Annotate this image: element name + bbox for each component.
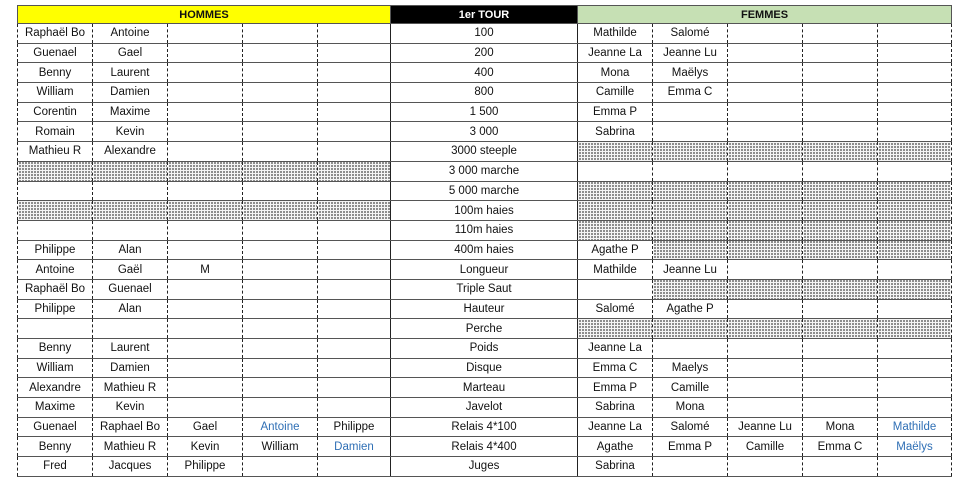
men-athlete-cell [93, 220, 168, 240]
women-athlete-cell [803, 122, 878, 142]
men-athlete-cell [168, 142, 243, 162]
women-athlete-cell [728, 142, 803, 162]
women-athlete-cell: Mona [803, 417, 878, 437]
women-athlete-cell [803, 63, 878, 83]
women-athlete-cell: Jeanne La [578, 43, 653, 63]
women-athlete-cell [728, 102, 803, 122]
men-athlete-cell [243, 279, 318, 299]
event-cell: 100m haies [391, 201, 578, 221]
women-athlete-cell [653, 220, 728, 240]
men-athlete-cell: William [18, 83, 93, 103]
event-cell: Relais 4*100 [391, 417, 578, 437]
men-athlete-cell: Gael [168, 417, 243, 437]
table-row [18, 339, 952, 359]
women-athlete-cell [878, 161, 952, 181]
men-athlete-cell [243, 457, 318, 477]
table-row [18, 279, 952, 299]
women-athlete-cell [728, 83, 803, 103]
men-athlete-cell [318, 102, 391, 122]
women-athlete-cell [878, 260, 952, 280]
women-athlete-cell [728, 339, 803, 359]
women-athlete-cell: Mona [653, 398, 728, 418]
men-athlete-cell [18, 201, 93, 221]
men-athlete-cell: Mathieu R [18, 142, 93, 162]
women-athlete-cell [653, 319, 728, 339]
women-athlete-cell: Emma C [653, 83, 728, 103]
table-row [18, 102, 952, 122]
men-athlete-cell [243, 24, 318, 44]
women-athlete-cell [878, 220, 952, 240]
men-athlete-cell: Damien [318, 437, 391, 457]
men-athlete-cell [168, 201, 243, 221]
women-athlete-cell [728, 457, 803, 477]
round-header: 1er TOUR [391, 6, 578, 24]
men-athlete-cell [168, 299, 243, 319]
men-athlete-cell [243, 83, 318, 103]
women-athlete-cell [728, 161, 803, 181]
table-row [18, 319, 952, 339]
men-athlete-cell [243, 220, 318, 240]
women-athlete-cell [728, 319, 803, 339]
men-athlete-cell: M [168, 260, 243, 280]
men-athlete-cell [18, 319, 93, 339]
women-athlete-cell [728, 201, 803, 221]
men-athlete-cell: Raphaël Bo [18, 279, 93, 299]
men-athlete-cell [318, 122, 391, 142]
men-athlete-cell [168, 378, 243, 398]
women-athlete-cell [803, 457, 878, 477]
women-athlete-cell [653, 279, 728, 299]
men-athlete-cell: Alexandre [18, 378, 93, 398]
event-cell: Perche [391, 319, 578, 339]
men-athlete-cell [318, 220, 391, 240]
men-athlete-cell: William [243, 437, 318, 457]
men-athlete-cell [243, 358, 318, 378]
women-athlete-cell [803, 378, 878, 398]
men-athlete-cell: Laurent [93, 63, 168, 83]
women-athlete-cell [803, 398, 878, 418]
men-athlete-cell [168, 339, 243, 359]
women-athlete-cell [878, 142, 952, 162]
women-athlete-cell: Sabrina [578, 122, 653, 142]
women-athlete-cell: Mona [578, 63, 653, 83]
men-athlete-cell [243, 319, 318, 339]
event-cell: 200 [391, 43, 578, 63]
men-athlete-cell: Damien [93, 83, 168, 103]
women-athlete-cell [803, 319, 878, 339]
event-cell: Hauteur [391, 299, 578, 319]
event-cell: Poids [391, 339, 578, 359]
women-athlete-cell [728, 220, 803, 240]
men-athlete-cell [18, 161, 93, 181]
table-row [18, 437, 952, 457]
men-athlete-cell [243, 240, 318, 260]
women-athlete-cell: Emma P [578, 102, 653, 122]
table-row [18, 457, 952, 477]
men-athlete-cell [318, 63, 391, 83]
table-row [18, 220, 952, 240]
table-row [18, 398, 952, 418]
men-athlete-cell [168, 122, 243, 142]
men-athlete-cell [168, 358, 243, 378]
men-athlete-cell: Benny [18, 339, 93, 359]
table-row [18, 358, 952, 378]
men-athlete-cell: Kevin [93, 398, 168, 418]
men-athlete-cell [168, 220, 243, 240]
event-cell: 800 [391, 83, 578, 103]
women-athlete-cell: Salomé [578, 299, 653, 319]
table-row [18, 378, 952, 398]
women-athlete-cell [803, 201, 878, 221]
men-athlete-cell [318, 83, 391, 103]
men-athlete-cell: Alan [93, 240, 168, 260]
men-athlete-cell: Benny [18, 63, 93, 83]
men-athlete-cell [318, 201, 391, 221]
men-athlete-cell: Raphaël Bo [18, 24, 93, 44]
men-athlete-cell [318, 240, 391, 260]
event-cell: Juges [391, 457, 578, 477]
men-athlete-cell: Gaël [93, 260, 168, 280]
header-row [18, 6, 952, 24]
event-cell: Relais 4*400 [391, 437, 578, 457]
women-athlete-cell [653, 201, 728, 221]
event-cell: 100 [391, 24, 578, 44]
table-row [18, 24, 952, 44]
men-athlete-cell [243, 339, 318, 359]
women-athlete-cell [878, 319, 952, 339]
women-athlete-cell [803, 161, 878, 181]
table-row [18, 201, 952, 221]
table-row [18, 83, 952, 103]
men-athlete-cell: Benny [18, 437, 93, 457]
event-cell: Triple Saut [391, 279, 578, 299]
men-athlete-cell: Guenael [93, 279, 168, 299]
men-athlete-cell [168, 161, 243, 181]
women-athlete-cell [803, 358, 878, 378]
men-athlete-cell [318, 358, 391, 378]
event-cell: Longueur [391, 260, 578, 280]
men-athlete-cell [168, 63, 243, 83]
men-athlete-cell [243, 161, 318, 181]
women-athlete-cell [803, 181, 878, 201]
event-cell: 1 500 [391, 102, 578, 122]
women-athlete-cell: Mathilde [878, 417, 952, 437]
women-athlete-cell [578, 161, 653, 181]
men-athlete-cell: Jacques [93, 457, 168, 477]
event-cell: Javelot [391, 398, 578, 418]
table-row [18, 122, 952, 142]
table-row [18, 63, 952, 83]
women-athlete-cell: Jeanne Lu [728, 417, 803, 437]
men-athlete-cell [168, 102, 243, 122]
women-athlete-cell: Mathilde [578, 24, 653, 44]
women-athlete-cell [878, 378, 952, 398]
men-athlete-cell [243, 181, 318, 201]
men-athlete-cell [243, 378, 318, 398]
women-athlete-cell [728, 398, 803, 418]
men-athlete-cell: Philippe [18, 299, 93, 319]
women-athlete-cell: Emma P [578, 378, 653, 398]
athletics-schedule-table [17, 5, 952, 477]
men-athlete-cell [318, 260, 391, 280]
men-athlete-cell: Philippe [318, 417, 391, 437]
women-athlete-cell: Emma C [803, 437, 878, 457]
men-athlete-cell: Laurent [93, 339, 168, 359]
women-athlete-cell: Camille [728, 437, 803, 457]
men-athlete-cell [243, 102, 318, 122]
event-cell: 400m haies [391, 240, 578, 260]
women-athlete-cell [878, 181, 952, 201]
men-athlete-cell [243, 142, 318, 162]
women-athlete-cell [578, 181, 653, 201]
women-athlete-cell: Camille [653, 378, 728, 398]
women-athlete-cell: Salomé [653, 417, 728, 437]
men-athlete-cell [318, 161, 391, 181]
table-row [18, 161, 952, 181]
women-athlete-cell [803, 43, 878, 63]
women-athlete-cell [728, 181, 803, 201]
women-athlete-cell [878, 279, 952, 299]
women-athlete-cell: Emma C [578, 358, 653, 378]
men-athlete-cell [168, 83, 243, 103]
women-athlete-cell [878, 457, 952, 477]
men-athlete-cell: Maxime [18, 398, 93, 418]
event-cell: 5 000 marche [391, 181, 578, 201]
men-athlete-cell: Philippe [18, 240, 93, 260]
women-athlete-cell: Jeanne Lu [653, 260, 728, 280]
men-athlete-cell [168, 398, 243, 418]
men-athlete-cell [318, 398, 391, 418]
table-row [18, 417, 952, 437]
men-athlete-cell [318, 457, 391, 477]
men-athlete-cell [318, 24, 391, 44]
women-athlete-cell: Maëlys [653, 63, 728, 83]
women-athlete-cell [878, 122, 952, 142]
men-athlete-cell: Fred [18, 457, 93, 477]
women-athlete-cell: Agathe P [653, 299, 728, 319]
men-athlete-cell [243, 122, 318, 142]
women-athlete-cell: Sabrina [578, 457, 653, 477]
women-athlete-cell [803, 142, 878, 162]
women-athlete-cell [728, 299, 803, 319]
women-athlete-cell [878, 358, 952, 378]
men-athlete-cell [243, 299, 318, 319]
women-athlete-cell [653, 161, 728, 181]
women-athlete-cell [578, 220, 653, 240]
men-athlete-cell: Antoine [93, 24, 168, 44]
men-athlete-cell [243, 260, 318, 280]
men-athlete-cell [318, 378, 391, 398]
women-athlete-cell [578, 201, 653, 221]
women-athlete-cell [878, 299, 952, 319]
table-row [18, 43, 952, 63]
men-athlete-cell [318, 181, 391, 201]
table-row [18, 181, 952, 201]
women-athlete-cell: Sabrina [578, 398, 653, 418]
table-row [18, 299, 952, 319]
women-athlete-cell [728, 279, 803, 299]
event-cell: 3000 steeple [391, 142, 578, 162]
table-row [18, 260, 952, 280]
men-athlete-cell [318, 299, 391, 319]
women-athlete-cell [653, 339, 728, 359]
men-athlete-cell: Romain [18, 122, 93, 142]
women-athlete-cell [878, 398, 952, 418]
women-athlete-cell [878, 102, 952, 122]
men-athlete-cell: Philippe [168, 457, 243, 477]
men-athlete-cell: Antoine [243, 417, 318, 437]
women-athlete-cell [878, 339, 952, 359]
women-athlete-cell [878, 24, 952, 44]
women-athlete-cell [728, 43, 803, 63]
women-athlete-cell [878, 63, 952, 83]
men-athlete-cell: Raphael Bo [93, 417, 168, 437]
event-cell: Marteau [391, 378, 578, 398]
women-athlete-cell [728, 63, 803, 83]
event-cell: 400 [391, 63, 578, 83]
men-athlete-cell [18, 181, 93, 201]
men-athlete-cell: Damien [93, 358, 168, 378]
women-athlete-cell [578, 319, 653, 339]
women-athlete-cell [578, 142, 653, 162]
men-athlete-cell: Guenael [18, 43, 93, 63]
event-cell: Disque [391, 358, 578, 378]
men-athlete-cell [168, 240, 243, 260]
table-row [18, 240, 952, 260]
men-athlete-cell [243, 398, 318, 418]
women-athlete-cell: Maelys [653, 358, 728, 378]
men-athlete-cell [318, 279, 391, 299]
men-athlete-cell: Alan [93, 299, 168, 319]
men-athlete-cell [168, 24, 243, 44]
event-cell: 3 000 marche [391, 161, 578, 181]
men-athlete-cell [318, 43, 391, 63]
women-athlete-cell [728, 240, 803, 260]
men-athlete-cell: Gael [93, 43, 168, 63]
women-athlete-cell [803, 24, 878, 44]
men-athlete-cell [243, 43, 318, 63]
women-athlete-cell [878, 240, 952, 260]
men-header: HOMMES [18, 6, 391, 24]
women-athlete-cell [653, 142, 728, 162]
women-athlete-cell [803, 220, 878, 240]
men-athlete-cell [18, 220, 93, 240]
women-athlete-cell: Jeanne Lu [653, 43, 728, 63]
men-athlete-cell: William [18, 358, 93, 378]
men-athlete-cell [318, 142, 391, 162]
women-athlete-cell: Maëlys [878, 437, 952, 457]
women-athlete-cell [803, 102, 878, 122]
men-athlete-cell: Kevin [168, 437, 243, 457]
men-athlete-cell [168, 319, 243, 339]
men-athlete-cell: Maxime [93, 102, 168, 122]
women-athlete-cell [653, 181, 728, 201]
men-athlete-cell [243, 63, 318, 83]
women-athlete-cell [878, 43, 952, 63]
men-athlete-cell: Antoine [18, 260, 93, 280]
men-athlete-cell [168, 279, 243, 299]
men-athlete-cell: Mathieu R [93, 378, 168, 398]
women-athlete-cell [728, 260, 803, 280]
women-athlete-cell [803, 260, 878, 280]
event-cell: 3 000 [391, 122, 578, 142]
men-athlete-cell: Corentin [18, 102, 93, 122]
women-athlete-cell [728, 358, 803, 378]
women-athlete-cell [653, 122, 728, 142]
women-athlete-cell [803, 339, 878, 359]
women-athlete-cell [728, 122, 803, 142]
men-athlete-cell [318, 319, 391, 339]
women-athlete-cell [803, 240, 878, 260]
women-athlete-cell [578, 279, 653, 299]
women-header: FEMMES [578, 6, 952, 24]
men-athlete-cell: Guenael [18, 417, 93, 437]
women-athlete-cell [803, 83, 878, 103]
men-athlete-cell [168, 43, 243, 63]
women-athlete-cell [878, 201, 952, 221]
women-athlete-cell: Emma P [653, 437, 728, 457]
women-athlete-cell [653, 240, 728, 260]
men-athlete-cell [168, 181, 243, 201]
men-athlete-cell: Alexandre [93, 142, 168, 162]
women-athlete-cell: Agathe [578, 437, 653, 457]
men-athlete-cell [318, 339, 391, 359]
men-athlete-cell [243, 201, 318, 221]
women-athlete-cell [653, 457, 728, 477]
women-athlete-cell [728, 24, 803, 44]
men-athlete-cell [93, 201, 168, 221]
women-athlete-cell: Salomé [653, 24, 728, 44]
women-athlete-cell [803, 279, 878, 299]
women-athlete-cell: Mathilde [578, 260, 653, 280]
men-athlete-cell [93, 161, 168, 181]
event-cell: 110m haies [391, 220, 578, 240]
women-athlete-cell [653, 102, 728, 122]
men-athlete-cell: Kevin [93, 122, 168, 142]
table-row [18, 142, 952, 162]
women-athlete-cell: Camille [578, 83, 653, 103]
men-athlete-cell: Mathieu R [93, 437, 168, 457]
men-athlete-cell [93, 319, 168, 339]
women-athlete-cell: Jeanne La [578, 417, 653, 437]
women-athlete-cell: Jeanne La [578, 339, 653, 359]
women-athlete-cell: Agathe P [578, 240, 653, 260]
men-athlete-cell [93, 181, 168, 201]
women-athlete-cell [728, 378, 803, 398]
women-athlete-cell [803, 299, 878, 319]
women-athlete-cell [878, 83, 952, 103]
